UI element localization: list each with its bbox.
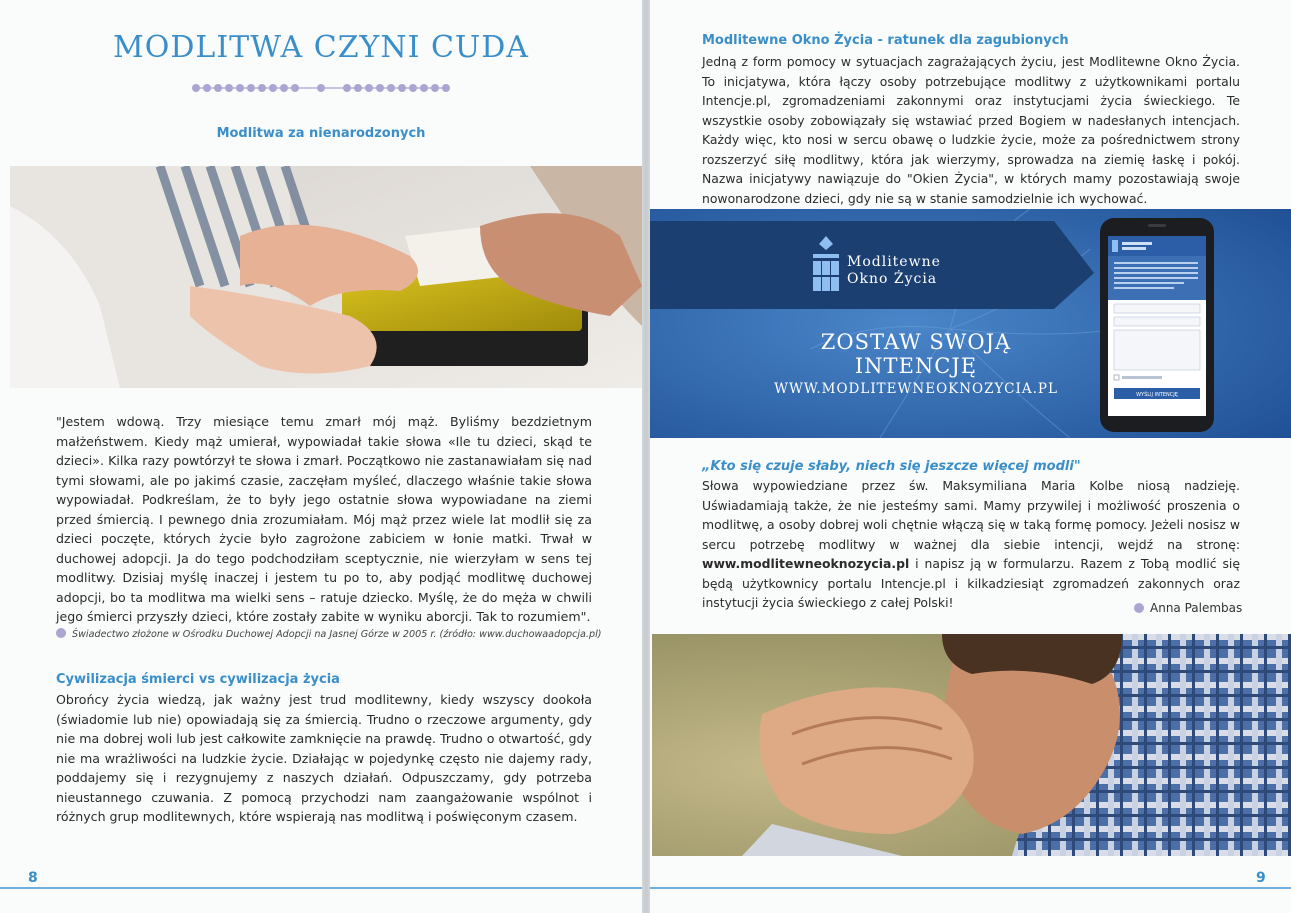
right-page bbox=[650, 0, 1291, 913]
quote-text-part1: Słowa wypowiedziane przez św. Maksymiliana Maria Kolbe niosą nadzieję. Uświadamiają także, że nie jesteśmy sami. Mamy przywilej i możliwość proszenia o modlitwę, a osoby dobrej woli chętnie włączą się w taką formę pomocy. Jeżeli nosisz w sercu potrzebę modlitwy w ważnej dla siebie intencji, wejdź na stronę: bbox=[702, 478, 1240, 552]
okno-zycia-logo-icon bbox=[811, 236, 841, 294]
author-signature bbox=[1134, 601, 1242, 615]
section-subtitle: Modlitwa za nienarodzonych bbox=[216, 126, 426, 141]
footer-line bbox=[0, 887, 642, 889]
source-text: Świadectwo złożone w Ośrodku Duchowej Adopcji na Jasnej Górze w 2005 r. (źródło: www.duchowaadopcja.pl) bbox=[72, 629, 602, 640]
page-number: 8 bbox=[28, 870, 38, 886]
phone-send-button: WYŚLIJ INTENCJĘ bbox=[1136, 392, 1178, 398]
decorative-bead-divider bbox=[190, 81, 452, 95]
banner-logo-text bbox=[847, 254, 941, 288]
banner-logo-line1: Modlitewne bbox=[847, 254, 941, 270]
left-page bbox=[0, 0, 642, 913]
testimony-source bbox=[56, 628, 616, 640]
author-name: Anna Palembas bbox=[1150, 601, 1243, 615]
photo-praying-boy bbox=[652, 634, 1291, 856]
footer-line bbox=[650, 887, 1291, 889]
okno-zycia-text: Jedną z form pomocy w sytuacjach zagrażających życiu, jest Modlitewne Okno Życia. To inicjatywa, która łączy osoby potrzebujące modlitwy z użytkownikami portalu Intencje.pl, zgromadzeniami zakonnymi oraz instytucjami życia świeckiego. Te wszystkie osoby zobowiązały się wstawiać przed Bogiem w nadesłanych intencjach. Każdy więc, kto nosi w sercu obawę o ludzkie życie, może za pośrednictwem strony rozszerzyć siłę modlitwy, która jak wierzymy, sprowadza na ziemię łaskę i pokój. Nazwa inicjatywy nawiązuje do "Okien Życia", w których mamy pozostawiają swoje nowonarodzone dzieci, gdy nie są w stanie samodzielnie ich wychować. bbox=[702, 54, 1240, 206]
okno-zycia-heading: Modlitewne Okno Życia - ratunek dla zagubionych bbox=[702, 33, 1069, 48]
page-title: MODLITWA CZYNI CUDA bbox=[113, 30, 529, 65]
quote-heading: „Kto się czuje słaby, niech się jeszcze więcej modli" bbox=[702, 459, 1081, 474]
photo-hands-holding-gift bbox=[10, 166, 642, 388]
page-number: 9 bbox=[1256, 870, 1266, 886]
quote-text-part2: i napisz ją w formularzu. Razem z Tobą modlić się będą użytkownicy portalu Intencje.pl i kilkadziesiąt zgromadzeń zakonnych oraz instytucji życia świeckiego z całej Polski! bbox=[702, 556, 1240, 610]
section-heading: Cywilizacja śmierci vs cywilizacja życia bbox=[56, 672, 340, 687]
bullet-icon bbox=[56, 628, 66, 638]
testimony-quote: "Jestem wdową. Trzy miesiące temu zmarł mój mąż. Byliśmy bezdzietnym małżeństwem. Kiedy mąż umierał, wypowiadał takie słowa «Ile tu dzieci, skąd te dzieci». Kilka razy powtórzył te słowa i zmarł. Początkowo nie zastanawiałam się nad tymi słowami, ale po jakimś czasie, zaczęłam myśleć, dlaczego właśnie takie słowa wypowiadał. Podkreślam, że to były jego ostatnie słowa wypowiadane na ziemi przed śmiercią. I pewnego dnia zrozumiałam. Mój mąż przez wiele lat modlił się za dzieci poczęte, których życie było zagrożone zabiciem w łonie matki. Trwał w duchowej adopcji. Ja do tego podchodziłam sceptycznie, nie wierzyłam w sens tej modlitwy. Dzisiaj myślę inaczej i jestem tu po to, aby podjąć modlitwę duchowej adopcji, bo ta modlitwa ma wielki sens – ratuje dziecko. Myślę, że do męża w chwili jego śmierci przyszły dzieci, które zostały zabite w wyniku aborcji. Tak to rozumiem". bbox=[56, 414, 592, 624]
quote-body-text bbox=[702, 476, 1243, 615]
section-body-text: Obrońcy życia wiedzą, jak ważny jest trud modlitewny, kiedy wszyscy dookoła (świadomie lub nie) opowiadają się za śmiercią. Trudno o rzeczowe argumenty, gdy nie ma dobrej woli lub jest całkowite zamknięcie na prawdę. Trudno o otwartość, gdy nie ma wrażliwości na ludzkie życie. Działając w pojedynkę często nie dajemy rady, poddajemy się i rezygnujemy z naszych działań. Odpuszczamy, gdy potrzeba nieustannego czuwania. Z pomocą przychodzi nam zaangażowanie wspólnot i różnych grup modlitewnych, które wspierają nas modlitwą i poświęconym czasem. bbox=[56, 692, 592, 824]
bullet-icon bbox=[1134, 603, 1144, 613]
banner-url: WWW.MODLITEWNEOKNOZYCIA.PL bbox=[774, 381, 1058, 397]
smartphone-mockup bbox=[1100, 218, 1214, 432]
website-link: www.modlitewneoknozycia.pl bbox=[702, 556, 910, 571]
banner-slogan: ZOSTAW SWOJĄ INTENCJĘ bbox=[820, 330, 1012, 378]
banner-logo-line2: Okno Życia bbox=[847, 271, 938, 287]
